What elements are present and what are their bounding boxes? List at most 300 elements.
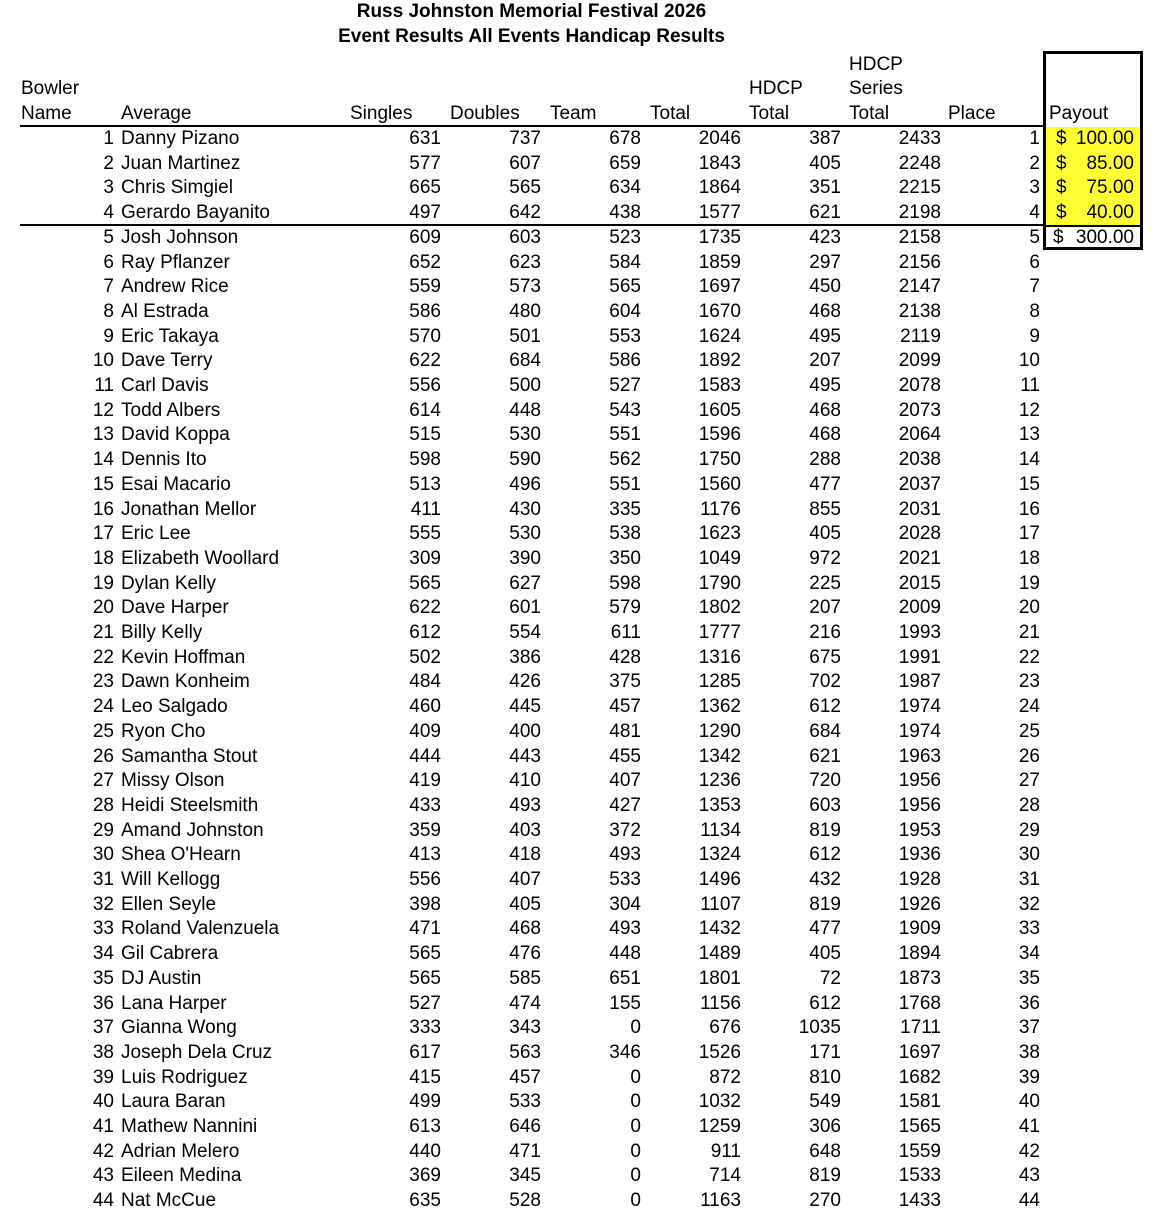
cell-name: Heidi Steelsmith: [121, 794, 259, 816]
header-average: Average: [121, 103, 192, 124]
cell-name: Carl Davis: [121, 375, 209, 396]
cell-series: 1953: [898, 819, 941, 841]
cell-team: 481: [609, 720, 641, 742]
cell-team: 0: [630, 1066, 641, 1088]
cell-singles: 565: [409, 943, 441, 965]
cell-doubles: 471: [509, 1140, 541, 1162]
cell-place: 39: [1018, 1066, 1040, 1088]
cell-rank: 13: [92, 424, 114, 446]
cell-doubles: 445: [509, 696, 541, 718]
header-name: Name: [21, 103, 72, 124]
cell-rank: 35: [92, 967, 114, 989]
cell-total: 1236: [698, 770, 741, 792]
cell-series: 1581: [898, 1091, 941, 1113]
cell-place: 26: [1018, 745, 1040, 767]
payout-cell: [1046, 201, 1140, 226]
cell-total: 1583: [698, 375, 741, 396]
cell-series: 1993: [898, 622, 941, 643]
cell-rank: 19: [92, 572, 114, 594]
payout-currency: $: [1056, 128, 1067, 149]
cell-singles: 622: [409, 597, 441, 619]
cell-hdcp: 972: [809, 547, 841, 569]
cell-hdcp: 450: [809, 276, 841, 298]
cell-total: 1342: [698, 745, 741, 767]
table-row: [0, 695, 1170, 720]
cell-hdcp: 468: [809, 300, 841, 322]
cell-hdcp: 720: [809, 770, 841, 792]
cell-doubles: 603: [509, 226, 541, 248]
table-row: [0, 176, 1170, 201]
cell-name: Al Estrada: [121, 300, 209, 322]
cell-singles: 617: [409, 1041, 441, 1063]
cell-place: 21: [1018, 622, 1040, 643]
cell-series: 2198: [898, 202, 941, 224]
cell-total: 714: [709, 1165, 741, 1187]
cell-place: 20: [1018, 597, 1040, 619]
cell-hdcp: 612: [809, 992, 841, 1014]
cell-singles: 612: [409, 622, 441, 643]
cell-name: Adrian Melero: [121, 1140, 240, 1162]
header-hdcp-series: HDCP: [849, 54, 903, 75]
cell-series: 2248: [898, 152, 941, 174]
table-row: [0, 868, 1170, 893]
cell-rank: 26: [92, 745, 114, 767]
cell-team: 533: [609, 869, 641, 890]
cell-team: 350: [609, 547, 641, 569]
table-row: [0, 720, 1170, 745]
header-total: Total: [650, 103, 691, 124]
cell-name: David Koppa: [121, 424, 230, 446]
cell-team: 551: [609, 424, 641, 446]
table-row: [0, 893, 1170, 918]
cell-singles: 586: [409, 300, 441, 322]
cell-hdcp: 468: [809, 424, 841, 446]
cell-doubles: 457: [509, 1066, 541, 1088]
cell-place: 14: [1018, 449, 1040, 471]
cell-name: Juan Martinez: [121, 152, 241, 174]
cell-singles: 502: [409, 646, 441, 668]
header-singles: Singles: [350, 103, 413, 124]
cell-team: 346: [609, 1041, 641, 1063]
cell-team: 562: [609, 449, 641, 471]
header-hdcp-total: Total: [749, 103, 790, 124]
cell-doubles: 573: [509, 276, 541, 298]
cell-place: 41: [1018, 1116, 1040, 1137]
cell-singles: 559: [409, 276, 441, 298]
cell-name: Gil Cabrera: [121, 943, 219, 965]
cell-team: 0: [630, 1190, 641, 1212]
cell-rank: 34: [92, 943, 114, 965]
cell-doubles: 426: [509, 671, 541, 693]
cell-hdcp: 72: [819, 967, 841, 989]
cell-total: 1623: [698, 523, 741, 545]
cell-team: 304: [609, 893, 641, 915]
cell-team: 407: [609, 770, 641, 792]
cell-total: 2046: [698, 128, 741, 149]
cell-total: 1176: [700, 498, 741, 520]
table-row: [0, 448, 1170, 473]
cell-singles: 440: [409, 1140, 441, 1162]
cell-place: 9: [1029, 325, 1040, 347]
cell-total: 1259: [698, 1116, 741, 1137]
table-row: [0, 498, 1170, 523]
cell-total: 1596: [698, 424, 741, 446]
cell-singles: 471: [409, 918, 441, 940]
cell-singles: 369: [409, 1165, 441, 1187]
cell-name: Billy Kelly: [121, 622, 203, 643]
cell-total: 1750: [698, 449, 741, 471]
table-row: [0, 325, 1170, 350]
cell-total: 872: [709, 1066, 741, 1088]
cell-singles: 411: [410, 498, 441, 520]
table-row: [0, 745, 1170, 770]
cell-rank: 4: [103, 202, 114, 224]
cell-name: Ray Pflanzer: [121, 251, 230, 273]
cell-series: 1873: [898, 967, 941, 989]
cell-series: 1711: [900, 1017, 941, 1039]
cell-total: 1156: [700, 992, 741, 1014]
cell-doubles: 407: [509, 869, 541, 890]
cell-series: 2078: [898, 375, 941, 396]
cell-series: 1559: [898, 1140, 941, 1162]
cell-place: 30: [1018, 844, 1040, 866]
cell-rank: 17: [92, 523, 114, 545]
cell-name: Jonathan Mellor: [121, 498, 257, 520]
cell-name: Dennis Ito: [121, 449, 207, 471]
report-subtitle: Event Results All Events Handicap Results: [338, 26, 725, 47]
header-doubles: Doubles: [450, 103, 520, 124]
cell-singles: 309: [409, 547, 441, 569]
cell-total: 1049: [698, 547, 741, 569]
cell-team: 0: [630, 1017, 641, 1039]
cell-rank: 39: [92, 1066, 114, 1088]
cell-team: 538: [609, 523, 641, 545]
table-row: [0, 1189, 1170, 1214]
cell-place: 2: [1029, 152, 1040, 174]
cell-rank: 29: [92, 819, 114, 841]
cell-singles: 555: [409, 523, 441, 545]
table-row: [0, 547, 1170, 572]
cell-series: 1974: [898, 696, 941, 718]
cell-total: 911: [710, 1140, 741, 1162]
cell-team: 584: [609, 251, 641, 273]
payout-total-currency: $: [1053, 226, 1064, 248]
cell-singles: 515: [409, 424, 441, 446]
payout-currency: $: [1056, 177, 1067, 199]
cell-name: Luis Rodriguez: [121, 1066, 248, 1088]
cell-series: 2015: [898, 572, 941, 594]
cell-rank: 21: [92, 622, 114, 643]
cell-singles: 613: [409, 1116, 441, 1137]
cell-place: 6: [1029, 251, 1040, 273]
table-row: [0, 349, 1170, 374]
cell-name: Esai Macario: [121, 473, 231, 495]
cell-team: 543: [609, 399, 641, 421]
cell-hdcp: 270: [809, 1190, 841, 1212]
cell-doubles: 410: [509, 770, 541, 792]
cell-rank: 32: [92, 893, 114, 915]
cell-series: 1928: [898, 869, 941, 890]
cell-rank: 42: [92, 1140, 114, 1162]
cell-series: 1956: [898, 770, 941, 792]
table-row: [0, 1090, 1170, 1115]
cell-place: 42: [1018, 1140, 1040, 1162]
cell-place: 11: [1020, 375, 1040, 396]
cell-total: 1624: [698, 325, 741, 347]
cell-hdcp: 432: [809, 869, 841, 890]
table-row: [0, 275, 1170, 300]
cell-team: 579: [609, 597, 641, 619]
cell-team: 155: [609, 992, 641, 1014]
cell-total: 1107: [700, 893, 741, 915]
table-row: [0, 374, 1170, 399]
cell-doubles: 400: [509, 720, 541, 742]
table-row: [0, 769, 1170, 794]
table-row: [0, 473, 1170, 498]
cell-hdcp: 621: [809, 745, 841, 767]
cell-series: 2037: [898, 473, 941, 495]
cell-rank: 6: [103, 251, 114, 273]
cell-team: 598: [609, 572, 641, 594]
cell-name: Will Kellogg: [121, 869, 221, 890]
cell-name: Ellen Seyle: [121, 893, 217, 915]
table-row: [0, 992, 1170, 1017]
cell-total: 1560: [698, 473, 741, 495]
payout-cell: [1046, 127, 1140, 152]
cell-singles: 409: [409, 720, 441, 742]
cell-singles: 527: [409, 992, 441, 1014]
cell-doubles: 623: [509, 251, 541, 273]
cell-team: 0: [630, 1116, 641, 1137]
cell-name: Eric Lee: [121, 523, 191, 545]
payout-currency: $: [1056, 202, 1067, 224]
cell-singles: 631: [409, 128, 441, 149]
cell-rank: 20: [92, 597, 114, 619]
cell-doubles: 474: [509, 992, 541, 1014]
cell-name: Todd Albers: [121, 399, 221, 421]
cell-rank: 16: [92, 498, 114, 520]
table-row: [0, 1140, 1170, 1165]
cell-doubles: 590: [509, 449, 541, 471]
table-row: [0, 967, 1170, 992]
payout-amount: 100.00: [1075, 128, 1134, 149]
cell-name: Gianna Wong: [121, 1017, 237, 1039]
cell-name: Josh Johnson: [121, 226, 239, 248]
cell-team: 493: [609, 918, 641, 940]
cell-team: 372: [609, 819, 641, 841]
cell-doubles: 563: [509, 1041, 541, 1063]
cell-team: 335: [609, 498, 641, 520]
cell-name: Dave Harper: [121, 597, 229, 619]
cell-place: 3: [1029, 177, 1040, 199]
cell-place: 10: [1018, 350, 1040, 372]
cell-doubles: 554: [509, 622, 541, 643]
cell-series: 2038: [898, 449, 941, 471]
cell-rank: 2: [103, 152, 114, 174]
cell-hdcp: 405: [809, 152, 841, 174]
cell-rank: 18: [92, 547, 114, 569]
cell-rank: 31: [92, 869, 114, 890]
cell-rank: 38: [92, 1041, 114, 1063]
cell-doubles: 468: [509, 918, 541, 940]
table-row: [0, 794, 1170, 819]
cell-series: 1926: [898, 893, 941, 915]
cell-place: 23: [1018, 671, 1040, 693]
cell-series: 1987: [898, 671, 941, 693]
cell-rank: 5: [103, 226, 114, 248]
cell-name: Dylan Kelly: [121, 572, 217, 594]
cell-doubles: 343: [509, 1017, 541, 1039]
cell-series: 2158: [898, 226, 941, 248]
cell-total: 1843: [698, 152, 741, 174]
payout-amount: 85.00: [1086, 152, 1134, 174]
cell-doubles: 585: [509, 967, 541, 989]
cell-series: 2028: [898, 523, 941, 545]
cell-place: 40: [1018, 1091, 1040, 1113]
cell-doubles: 530: [509, 523, 541, 545]
cell-place: 29: [1018, 819, 1040, 841]
cell-total: 1432: [698, 918, 741, 940]
cell-doubles: 418: [509, 844, 541, 866]
table-row: [0, 621, 1170, 646]
cell-hdcp: 306: [809, 1116, 841, 1137]
cell-place: 38: [1018, 1041, 1040, 1063]
cell-place: 18: [1018, 547, 1040, 569]
cell-total: 1526: [698, 1041, 741, 1063]
cell-hdcp: 405: [809, 943, 841, 965]
cell-singles: 665: [409, 177, 441, 199]
cell-hdcp: 351: [809, 177, 841, 199]
cell-place: 43: [1018, 1165, 1040, 1187]
table-row: [0, 399, 1170, 424]
cell-singles: 614: [409, 399, 441, 421]
cell-doubles: 448: [509, 399, 541, 421]
cell-singles: 556: [409, 375, 441, 396]
table-row: [0, 646, 1170, 671]
cell-total: 1163: [700, 1190, 741, 1212]
cell-name: Ryon Cho: [121, 720, 206, 742]
cell-doubles: 684: [509, 350, 541, 372]
cell-total: 1353: [698, 794, 741, 816]
cell-total: 1605: [698, 399, 741, 421]
cell-team: 448: [609, 943, 641, 965]
cell-total: 1790: [698, 572, 741, 594]
cell-series: 1991: [898, 646, 941, 668]
payout-total-amount: 300.00: [1075, 226, 1134, 248]
table-row: [0, 843, 1170, 868]
cell-hdcp: 171: [809, 1041, 841, 1063]
cell-total: 1577: [698, 202, 741, 224]
cell-doubles: 646: [509, 1116, 541, 1137]
cell-singles: 413: [409, 844, 441, 866]
payout-cell: [1046, 152, 1140, 177]
cell-series: 2138: [898, 300, 941, 322]
table-row: [0, 596, 1170, 621]
cell-singles: 622: [409, 350, 441, 372]
cell-rank: 1: [103, 128, 114, 149]
cell-team: 586: [609, 350, 641, 372]
cell-hdcp: 702: [809, 671, 841, 693]
cell-hdcp: 675: [809, 646, 841, 668]
table-row: [0, 819, 1170, 844]
payout-amount: 40.00: [1086, 202, 1134, 224]
cell-place: 17: [1018, 523, 1040, 545]
cell-hdcp: 603: [809, 794, 841, 816]
cell-series: 2064: [898, 424, 941, 446]
cell-total: 1290: [698, 720, 741, 742]
cell-total: 1489: [698, 943, 741, 965]
cell-singles: 577: [409, 152, 441, 174]
cell-series: 1565: [898, 1116, 941, 1137]
cell-doubles: 345: [509, 1165, 541, 1187]
cell-rank: 22: [92, 646, 114, 668]
cell-singles: 460: [409, 696, 441, 718]
table-row: [0, 572, 1170, 597]
cell-team: 375: [609, 671, 641, 693]
cell-name: Andrew Rice: [121, 276, 229, 298]
header-payout: Payout: [1049, 103, 1109, 124]
cell-total: 1859: [698, 251, 741, 273]
cell-series: 2215: [898, 177, 941, 199]
cell-hdcp: 648: [809, 1140, 841, 1162]
report-title: Russ Johnston Memorial Festival 2026: [356, 1, 707, 22]
cell-team: 565: [609, 276, 641, 298]
cell-name: Leo Salgado: [121, 696, 228, 718]
cell-place: 25: [1018, 720, 1040, 742]
cell-singles: 499: [409, 1091, 441, 1113]
cell-rank: 15: [92, 473, 114, 495]
cell-place: 1: [1029, 128, 1040, 149]
cell-total: 1134: [700, 819, 741, 841]
cell-singles: 415: [409, 1066, 441, 1088]
cell-rank: 23: [92, 671, 114, 693]
cell-rank: 27: [92, 770, 114, 792]
cell-series: 1974: [898, 720, 941, 742]
cell-total: 1777: [698, 622, 741, 643]
table-row: [0, 1041, 1170, 1066]
cell-rank: 44: [92, 1190, 114, 1212]
cell-team: 651: [609, 967, 641, 989]
cell-team: 428: [609, 646, 641, 668]
cell-singles: 652: [409, 251, 441, 273]
cell-rank: 28: [92, 794, 114, 816]
cell-place: 28: [1018, 794, 1040, 816]
cell-doubles: 493: [509, 794, 541, 816]
cell-rank: 7: [103, 276, 114, 298]
table-row: [0, 300, 1170, 325]
table-row: [0, 1016, 1170, 1041]
cell-hdcp: 477: [809, 918, 841, 940]
cell-rank: 36: [92, 992, 114, 1014]
cell-place: 35: [1018, 967, 1040, 989]
cell-doubles: 500: [509, 375, 541, 396]
table-row: [0, 522, 1170, 547]
cell-place: 36: [1018, 992, 1040, 1014]
cell-rank: 40: [92, 1091, 114, 1113]
cell-rank: 33: [92, 918, 114, 940]
cell-name: Chris Simgiel: [121, 177, 233, 199]
cell-team: 427: [609, 794, 641, 816]
cell-name: Elizabeth Woollard: [121, 547, 280, 569]
cell-doubles: 530: [509, 424, 541, 446]
cell-name: Eric Takaya: [121, 325, 219, 347]
cell-series: 2031: [898, 498, 941, 520]
cell-doubles: 390: [509, 547, 541, 569]
cell-name: Mathew Nannini: [121, 1116, 258, 1137]
cell-doubles: 405: [509, 893, 541, 915]
cell-name: Amand Johnston: [121, 819, 264, 841]
cell-series: 1909: [898, 918, 941, 940]
